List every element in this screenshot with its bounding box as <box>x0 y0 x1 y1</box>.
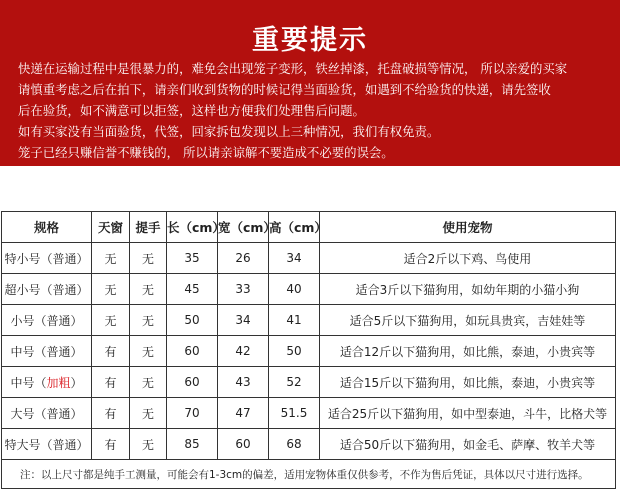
cell-length: 85 <box>167 429 218 460</box>
header-length: 长（cm） <box>167 212 218 243</box>
banner-line: 快递在运输过程中是很暴力的，难免会出现笼子变形，铁丝掉漆，托盘破损等情况， 所以亲爱的买家 <box>18 61 568 76</box>
cell-handle: 无 <box>130 305 167 336</box>
cell-window: 有 <box>92 398 130 429</box>
cell-spec: 特小号（普通） <box>2 243 92 274</box>
cell-spec: 小号（普通） <box>2 305 92 336</box>
header-width: 宽（cm） <box>218 212 269 243</box>
cell-handle: 无 <box>130 274 167 305</box>
cell-handle: 无 <box>130 367 167 398</box>
spec-highlight: 加粗 <box>46 375 71 390</box>
cell-width: 34 <box>218 305 269 336</box>
header-pet-use: 使用宠物 <box>320 212 616 243</box>
cell-height: 41 <box>269 305 320 336</box>
cell-height: 51.5 <box>269 398 320 429</box>
spec-prefix: 中号（ <box>10 375 47 390</box>
table-row <box>2 336 616 367</box>
cell-width: 26 <box>218 243 269 274</box>
cell-handle: 无 <box>130 336 167 367</box>
cell-handle: 无 <box>130 398 167 429</box>
cell-length: 35 <box>167 243 218 274</box>
cell-pet-use: 适合50斤以下猫狗用，如金毛、萨摩、牧羊犬等 <box>320 429 616 460</box>
cell-length: 60 <box>167 367 218 398</box>
cell-length: 50 <box>167 305 218 336</box>
table-row <box>2 305 616 336</box>
cell-height: 40 <box>269 274 320 305</box>
cell-width: 60 <box>218 429 269 460</box>
header-spec: 规格 <box>2 212 92 243</box>
cell-height: 52 <box>269 367 320 398</box>
cell-window: 无 <box>92 243 130 274</box>
cell-width: 42 <box>218 336 269 367</box>
cell-pet-use: 适合3斤以下猫狗用，如幼年期的小猫小狗 <box>320 274 616 305</box>
banner-line: 如有买家没有当面验货，代签，回家拆包发现以上三种情况，我们有权免责。 <box>18 124 440 139</box>
banner-body <box>18 58 608 163</box>
cell-height: 34 <box>269 243 320 274</box>
cell-spec: 特大号（普通） <box>2 429 92 460</box>
header-handle: 提手 <box>130 212 167 243</box>
table-row <box>2 367 616 398</box>
banner-line: 请慎重考虑之后在拍下，请亲们收到货物的时候记得当面验货，如遇到不给验货的快递，请先签收 <box>18 82 551 97</box>
cell-handle: 无 <box>130 243 167 274</box>
table-row <box>2 398 616 429</box>
table-row <box>2 274 616 305</box>
cell-pet-use: 适合15斤以下猫狗用，如比熊，泰迪，小贵宾等 <box>320 367 616 398</box>
banner-title: 重要提示 <box>252 25 368 56</box>
cell-window: 有 <box>92 367 130 398</box>
cell-window: 无 <box>92 305 130 336</box>
spec-suffix: ） <box>70 375 83 390</box>
cell-spec: 大号（普通） <box>2 398 92 429</box>
cell-width: 43 <box>218 367 269 398</box>
size-spec-table <box>1 211 616 489</box>
banner-line: 后在验货，如不满意可以拒签，这样也方便我们处理售后问题。 <box>18 103 365 118</box>
table-note: 注：以上尺寸都是纯手工测量，可能会有1-3cm的偏差，适用宠物体重仅供参考，不作为售后凭证，具体以尺寸进行选择。 <box>2 460 616 489</box>
cell-length: 60 <box>167 336 218 367</box>
cell-spec: 中号（普通） <box>2 336 92 367</box>
cell-width: 33 <box>218 274 269 305</box>
cell-width: 47 <box>218 398 269 429</box>
cell-window: 有 <box>92 336 130 367</box>
cell-spec: 超小号（普通） <box>2 274 92 305</box>
table-header-row <box>2 212 616 243</box>
cell-length: 45 <box>167 274 218 305</box>
table-row <box>2 243 616 274</box>
table-row <box>2 429 616 460</box>
cell-window: 无 <box>92 274 130 305</box>
cell-height: 50 <box>269 336 320 367</box>
cell-length: 70 <box>167 398 218 429</box>
banner-line: 笼子已经只赚信誉不赚钱的， 所以请亲谅解不要造成不必要的误会。 <box>18 145 394 160</box>
cell-window: 有 <box>92 429 130 460</box>
header-window: 天窗 <box>92 212 130 243</box>
cell-pet-use: 适合12斤以下猫狗用，如比熊，泰迪，小贵宾等 <box>320 336 616 367</box>
table-note-row <box>2 460 616 489</box>
cell-pet-use: 适合2斤以下鸡、鸟使用 <box>320 243 616 274</box>
cell-pet-use: 适合25斤以下猫狗用，如中型泰迪，斗牛，比格犬等 <box>320 398 616 429</box>
cell-pet-use: 适合5斤以下猫狗用，如玩具贵宾，吉娃娃等 <box>320 305 616 336</box>
header-height: 高（cm） <box>269 212 320 243</box>
cell-handle: 无 <box>130 429 167 460</box>
cell-height: 68 <box>269 429 320 460</box>
cell-spec <box>2 367 92 398</box>
notice-banner <box>0 0 620 166</box>
